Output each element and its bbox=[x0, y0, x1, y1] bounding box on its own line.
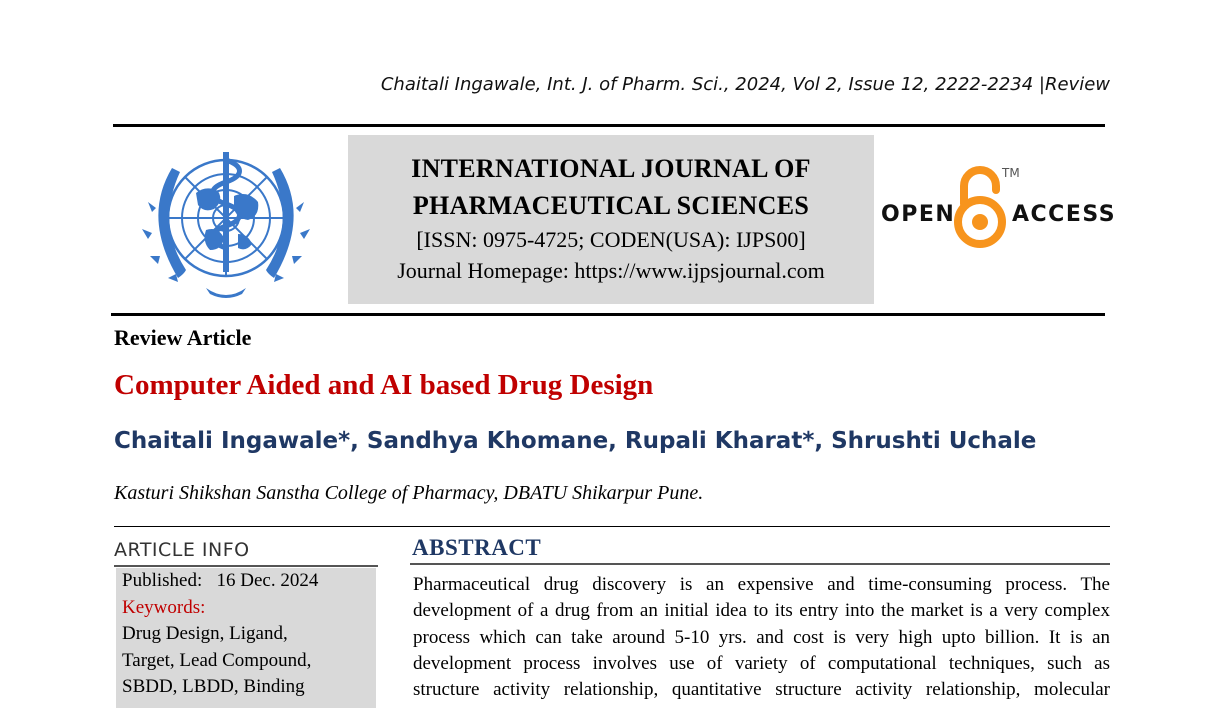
article-info-heading: ARTICLE INFO bbox=[114, 539, 250, 561]
abstract-line: development process involves use of variety of computational techniques, such as bbox=[413, 652, 1110, 674]
abstract-line: development of a drug from an initial idea to its entry into the market is a very complex bbox=[413, 600, 1110, 622]
published-date: 16 Dec. 2024 bbox=[216, 570, 319, 591]
published-label: Published: bbox=[122, 570, 203, 591]
abstract-line: process which can take around 5-10 yrs. and cost is very high upto billion. It is an bbox=[413, 626, 1110, 648]
author-list: Chaitali Ingawale*, Sandhya Khomane, Rupali Kharat*, Shrushti Uchale bbox=[114, 428, 1037, 454]
header-bottom-rule bbox=[111, 313, 1105, 316]
affiliation: Kasturi Shikshan Sanstha College of Pharmacy, DBATU Shikarpur Pune. bbox=[114, 482, 704, 504]
abstract-line: Pharmaceutical drug discovery is an expensive and time-consuming process. The bbox=[413, 574, 1110, 595]
keywords-line: Drug Design, Ligand, bbox=[122, 623, 288, 644]
abstract-body bbox=[413, 572, 1110, 703]
journal-homepage: Journal Homepage: https://www.ijpsjournal.com bbox=[397, 258, 825, 283]
journal-banner bbox=[348, 135, 874, 304]
abstract-rule bbox=[410, 563, 1110, 565]
article-type: Review Article bbox=[114, 325, 252, 350]
abstract-heading: ABSTRACT bbox=[412, 535, 542, 560]
keywords-label: Keywords: bbox=[122, 596, 206, 618]
who-emblem-icon bbox=[126, 138, 326, 308]
published-row bbox=[122, 568, 370, 595]
journal-title bbox=[348, 150, 874, 224]
article-info-rule bbox=[114, 565, 378, 567]
journal-title-line1: INTERNATIONAL JOURNAL OF bbox=[411, 154, 811, 183]
journal-issn: [ISSN: 0975-4725; CODEN(USA): IJPS00] bbox=[416, 227, 806, 252]
journal-title-line2: PHARMACEUTICAL SCIENCES bbox=[412, 191, 810, 220]
article-info-box bbox=[116, 568, 376, 708]
open-access-tm: TM bbox=[1002, 166, 1020, 180]
open-access-access-text: ACCESS bbox=[1012, 202, 1117, 227]
section-divider bbox=[114, 526, 1110, 527]
keywords-line: SBDD, LBDD, Binding bbox=[122, 676, 305, 697]
open-access-lock-icon bbox=[952, 164, 1008, 252]
article-title: Computer Aided and AI based Drug Design bbox=[114, 369, 654, 401]
open-access-open-text: OPEN bbox=[881, 202, 956, 227]
keywords-line: Target, Lead Compound, bbox=[122, 649, 312, 671]
open-access-logo bbox=[878, 162, 1117, 254]
header-top-rule bbox=[113, 124, 1105, 127]
running-head: Chaitali Ingawale, Int. J. of Pharm. Sci., 2024, Vol 2, Issue 12, 2222-2234 |Review bbox=[380, 74, 1110, 95]
abstract-line: structure activity relationship, quantitative structure activity relationship, molecular bbox=[413, 679, 1110, 701]
